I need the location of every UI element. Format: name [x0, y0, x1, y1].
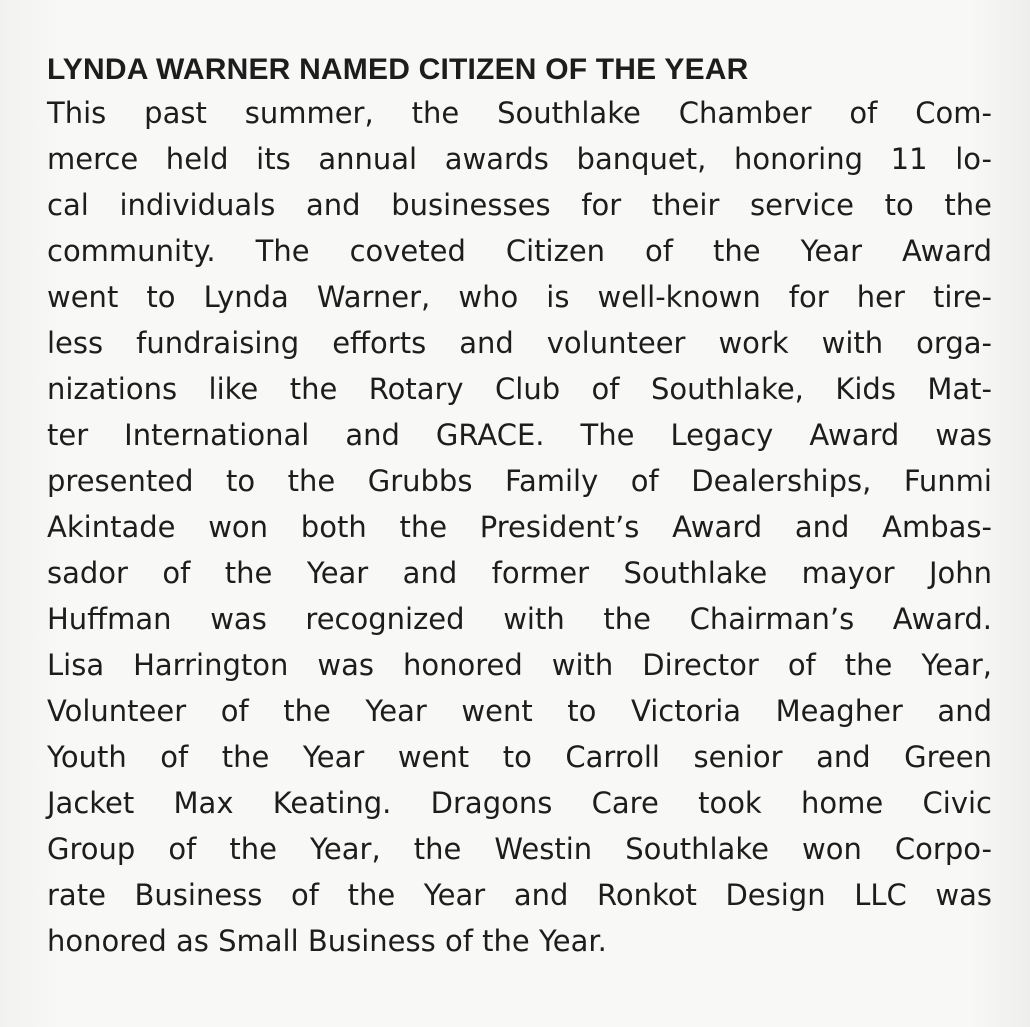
body-line: rate Business of the Year and Ronkot Design LLC was	[47, 878, 992, 912]
article-body	[47, 90, 992, 964]
body-line: Akintade won both the President’s Award and Ambas-	[47, 510, 992, 544]
body-line: went to Lynda Warner, who is well-known for her tire-	[47, 280, 992, 314]
body-line: cal individuals and businesses for their service to the	[47, 188, 992, 222]
article	[47, 50, 992, 964]
body-line: ter International and GRACE. The Legacy Award was	[47, 418, 992, 452]
body-line: Volunteer of the Year went to Victoria Meagher and	[47, 694, 992, 728]
body-line: honored as Small Business of the Year.	[47, 924, 607, 958]
body-line: Jacket Max Keating. Dragons Care took home Civic	[47, 786, 992, 820]
body-line: Huffman was recognized with the Chairman’s Award.	[47, 602, 992, 636]
body-line: Lisa Harrington was honored with Director of the Year,	[47, 648, 992, 682]
body-line: merce held its annual awards banquet, honoring 11 lo-	[47, 142, 992, 176]
body-line: Group of the Year, the Westin Southlake won Corpo-	[47, 832, 992, 866]
body-line: This past summer, the Southlake Chamber of Com-	[47, 96, 992, 130]
body-line: sador of the Year and former Southlake mayor John	[47, 556, 992, 590]
body-line: nizations like the Rotary Club of Southlake, Kids Mat-	[47, 372, 992, 406]
body-line: less fundraising efforts and volunteer work with orga-	[47, 326, 992, 360]
body-line: presented to the Grubbs Family of Dealerships, Funmi	[47, 464, 992, 498]
article-headline: LYNDA WARNER NAMED CITIZEN OF THE YEAR	[47, 53, 749, 86]
body-line: community. The coveted Citizen of the Year Award	[47, 234, 992, 268]
body-line: Youth of the Year went to Carroll senior and Green	[47, 740, 992, 774]
